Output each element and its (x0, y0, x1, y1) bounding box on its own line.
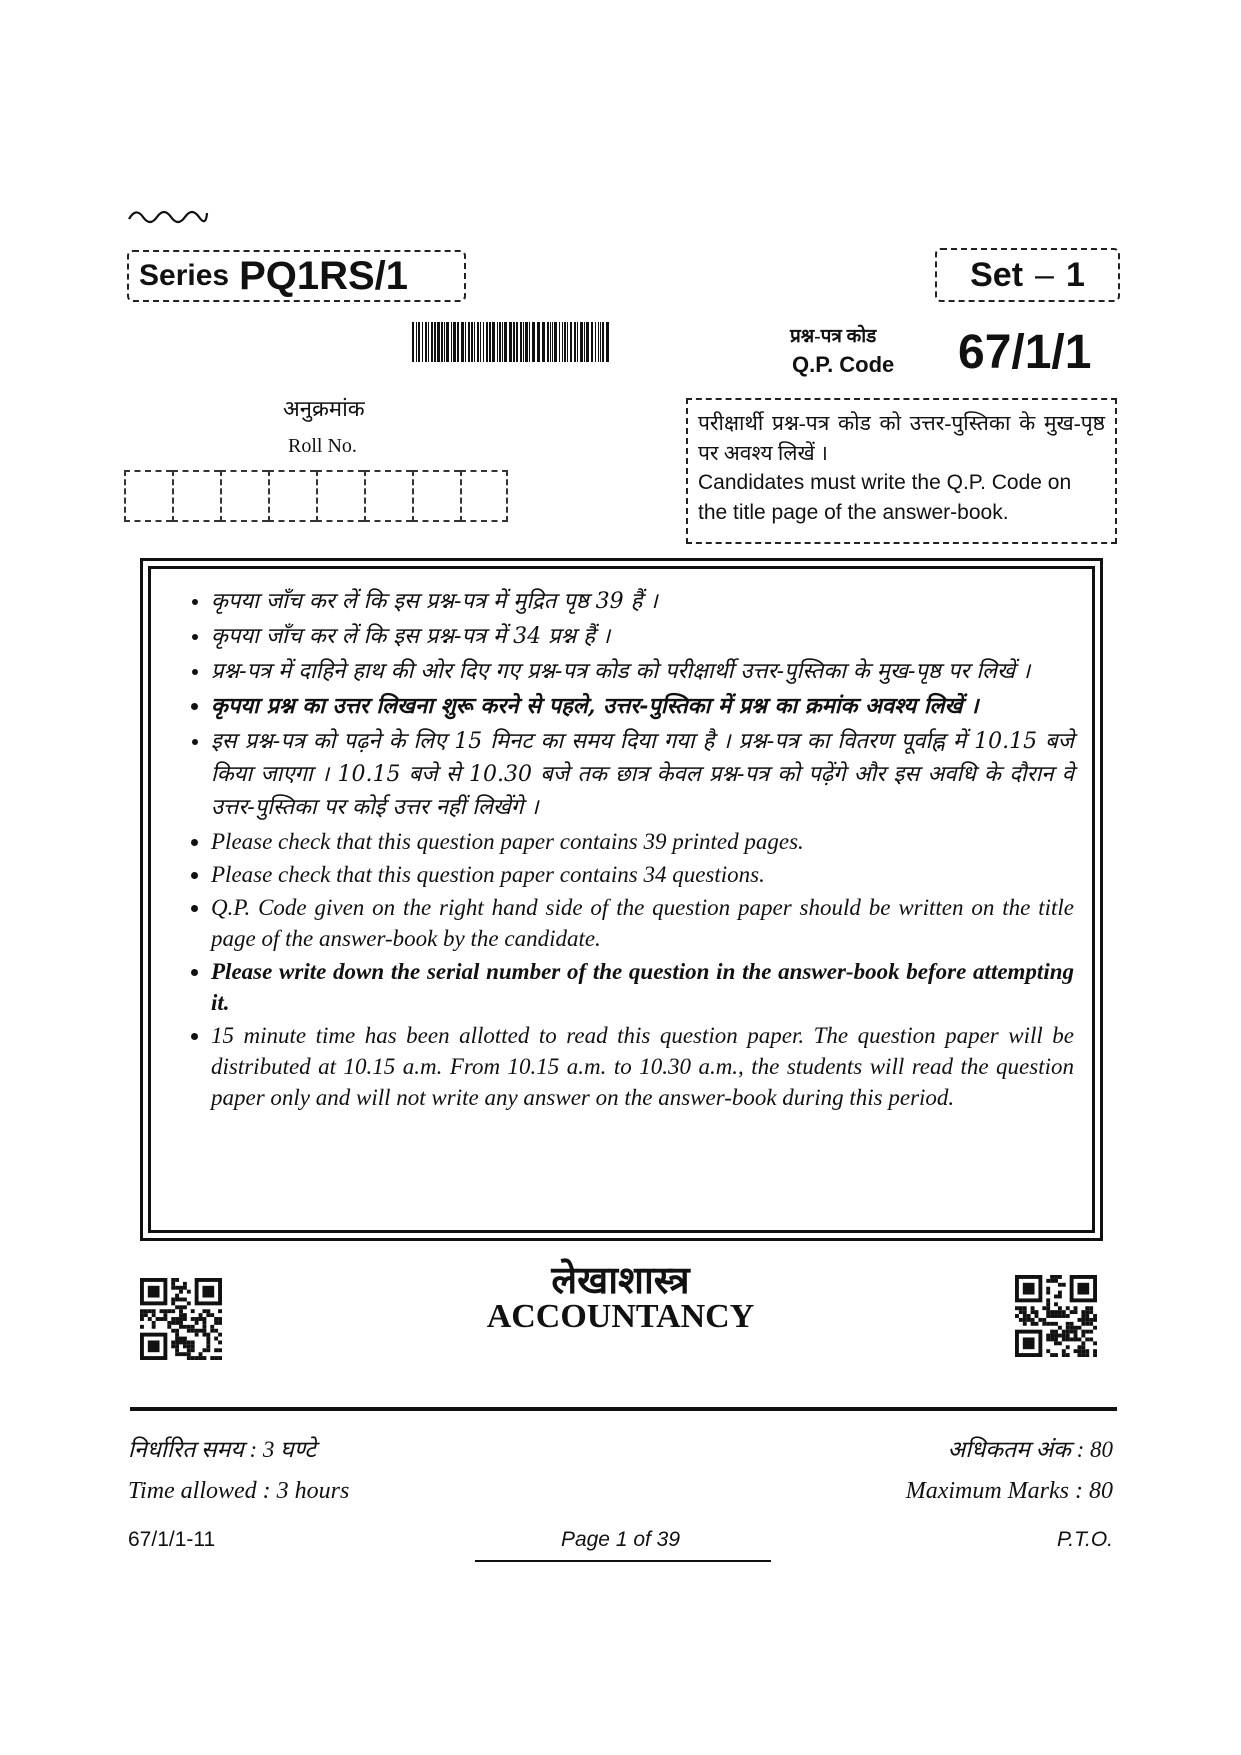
barcode-bar (434, 322, 436, 362)
footer-pto: P.T.O. (1056, 1528, 1113, 1551)
barcode-bar (570, 322, 572, 362)
qr-module (195, 1356, 199, 1360)
qr-module (175, 1344, 179, 1348)
roll-digit-box[interactable] (316, 470, 364, 522)
barcode-bar (451, 322, 452, 362)
barcode-bar (584, 322, 585, 362)
qr-module (1062, 1337, 1066, 1341)
qr-module (171, 1344, 175, 1348)
qr-module (1050, 1337, 1054, 1341)
barcode-bar (509, 322, 512, 362)
qr-module (1054, 1337, 1058, 1341)
instructions-inner (148, 566, 1095, 1233)
note-english: Candidates must write the Q.P. Code on the title page of the answer-book. (698, 471, 1072, 524)
barcode-bar (552, 322, 553, 362)
qr-module (1093, 1349, 1097, 1353)
instruction-item: • कृपया जाँच कर लें कि इस प्रश्न-पत्र में मुद्रित पृष्ठ 39 हैं । (211, 585, 1074, 618)
instruction-item: • कृपया प्रश्न का उत्तर लिखना शुरू करने से पहले, उत्तर-पुस्तिका में प्रश्न का क्रमांक अवश्य लिखें । (211, 690, 1074, 723)
barcode-bar (516, 322, 518, 362)
instruction-item: • Please write down the serial number of the question in the answer-book before attempting it. (211, 956, 1074, 1018)
barcode-bar (492, 322, 495, 362)
barcode-bar (513, 322, 515, 362)
max-marks-hindi: अधिकतम अंक : 80 (947, 1437, 1113, 1462)
barcode-bar (418, 322, 420, 362)
barcode-bar (431, 322, 433, 362)
qr-module (1054, 1341, 1058, 1345)
series-code: PQ1RS/1 (239, 253, 409, 298)
barcode-bar (595, 322, 596, 362)
barcode-bar (453, 322, 456, 362)
instructions-box (140, 558, 1103, 1241)
barcode-bar (416, 322, 417, 362)
barcode-bar (471, 322, 473, 362)
barcode-bar (523, 322, 524, 362)
qr-module (1077, 1337, 1081, 1341)
qp-code-label-hindi: प्रश्न-पत्र कोड (790, 326, 877, 347)
barcode-bar (502, 322, 503, 362)
barcode-bar (600, 322, 601, 362)
subject-title-hindi: लेखाशास्त्र (551, 1260, 690, 1302)
qr-finder (1023, 1337, 1035, 1349)
barcode-bar (525, 322, 528, 362)
qr-module (206, 1344, 210, 1348)
instruction-item: • 15 minute time has been allotted to read this question paper. The question paper will be distributed at 10.15 a.m. From 10.15 a.m. to 10.30 a.m., the students will read the question paper only and will not write any answer on the answer-book during this period. (211, 1020, 1074, 1113)
qr-module (202, 1348, 206, 1352)
qr-module (1077, 1345, 1081, 1349)
qr-module (1054, 1353, 1058, 1357)
set-label: Set (970, 255, 1024, 294)
barcode-bar (537, 322, 540, 362)
set-dash: – (1035, 255, 1054, 294)
qr-module (1062, 1353, 1066, 1357)
qr-module (1077, 1353, 1081, 1357)
footer-paper-code: 67/1/1-11 (128, 1528, 216, 1551)
barcode-bar (446, 322, 449, 362)
qr-module (187, 1352, 191, 1356)
barcode-bar (425, 322, 427, 362)
instruction-item: • Please check that this question paper contains 34 questions. (211, 859, 1074, 890)
barcode-bar (564, 322, 566, 362)
barcode-bar (412, 322, 414, 362)
series-box (127, 250, 466, 302)
qr-module (187, 1348, 191, 1352)
set-box (935, 248, 1120, 302)
barcode-bar (504, 322, 507, 362)
qr-module (1085, 1337, 1089, 1341)
qr-module (1081, 1341, 1085, 1345)
qr-module (206, 1348, 210, 1352)
barcode-bar (486, 322, 488, 362)
qr-module (1093, 1353, 1097, 1357)
roll-digit-box[interactable] (220, 470, 268, 522)
qr-module (187, 1344, 191, 1348)
barcode-bar (465, 322, 466, 362)
qr-module (175, 1337, 179, 1341)
barcode-bar (602, 322, 604, 362)
qr-module (1074, 1337, 1078, 1341)
barcode-bar (591, 322, 593, 362)
barcode-bar (468, 322, 470, 362)
barcode-bar (520, 322, 522, 362)
qr-module (1046, 1337, 1050, 1341)
roll-digit-box[interactable] (172, 470, 220, 522)
qr-module (1077, 1349, 1081, 1353)
qr-module (210, 1356, 214, 1360)
instruction-item: • प्रश्न-पत्र में दाहिने हाथ की ओर दिए गए प्रश्न-पत्र कोड को परीक्षार्थी उत्तर-पुस्तिका के मुख-पृष्ठ पर लिखें । (211, 655, 1074, 688)
qr-module (1081, 1353, 1085, 1357)
barcode-bar (497, 322, 498, 362)
series-label: Series (139, 259, 230, 292)
qr-module (218, 1348, 222, 1352)
qr-module (183, 1352, 187, 1356)
qr-module (175, 1348, 179, 1352)
instruction-item: • Q.P. Code given on the right hand side of the question paper should be written on the title page of the answer-book by the candidate. (211, 892, 1074, 954)
qr-module (214, 1348, 218, 1352)
footer-page-number: Page 1 of 39 (560, 1528, 681, 1551)
barcode-icon (412, 322, 612, 362)
barcode-bar (547, 322, 549, 362)
qr-module (171, 1340, 175, 1344)
qr-module (1066, 1345, 1070, 1349)
qr-module (1046, 1349, 1050, 1353)
barcode-bar (586, 322, 589, 362)
barcode-bar (562, 322, 563, 362)
qr-module (187, 1340, 191, 1344)
qp-code-label-english: Q.P. Code (792, 352, 895, 377)
qr-finder (148, 1340, 160, 1352)
qr-module (191, 1348, 195, 1352)
barcode-bar (477, 322, 479, 362)
barcode-bar (532, 322, 535, 362)
qr-module (202, 1356, 206, 1360)
roll-digit-box[interactable] (364, 470, 412, 522)
instructions-list (177, 585, 1074, 1113)
qr-module (1066, 1337, 1070, 1341)
qr-module (1066, 1353, 1070, 1357)
barcode-bar (559, 322, 560, 362)
max-marks-english: Maximum Marks : 80 (905, 1478, 1113, 1504)
footer-underline (475, 1560, 771, 1562)
roll-label-english: Roll No. (288, 435, 357, 457)
qr-module (187, 1356, 191, 1360)
qr-module (191, 1340, 195, 1344)
qr-module (183, 1344, 187, 1348)
roll-digit-box[interactable] (124, 470, 172, 522)
time-allowed-english: Time allowed : 3 hours (128, 1478, 350, 1504)
qr-module (1085, 1353, 1089, 1357)
barcode-bar (554, 322, 557, 362)
qr-module (199, 1352, 203, 1356)
qr-module (206, 1340, 210, 1344)
qr-module (191, 1344, 195, 1348)
roll-number-boxes[interactable] (124, 470, 508, 522)
qr-module (1050, 1353, 1054, 1357)
qr-module (1070, 1337, 1074, 1341)
qr-module (179, 1352, 183, 1356)
barcode-bar (441, 322, 443, 362)
qr-module (1058, 1341, 1062, 1345)
barcode-bar (444, 322, 445, 362)
barcode-bar (437, 322, 440, 362)
qr-module (214, 1337, 218, 1341)
barcode-bar (580, 322, 583, 362)
barcode-bar (457, 322, 459, 362)
instruction-item: • कृपया जाँच कर लें कि इस प्रश्न-पत्र में 34 प्रश्न हैं । (211, 620, 1074, 653)
barcode-bar (480, 322, 481, 362)
qr-module (206, 1337, 210, 1341)
roll-digit-box[interactable] (412, 470, 460, 522)
qr-module (179, 1340, 183, 1344)
qr-module (1093, 1341, 1097, 1345)
barcode-bar (428, 322, 429, 362)
barcode-bar (422, 322, 423, 362)
qr-module (1085, 1349, 1089, 1353)
qr-module (1089, 1337, 1093, 1341)
barcode-bar (489, 322, 491, 362)
qr-module (175, 1352, 179, 1356)
qr-module (199, 1356, 203, 1360)
barcode-bar (461, 322, 464, 362)
qr-module (175, 1340, 179, 1344)
qp-code-note-box (686, 398, 1117, 544)
qr-module (1062, 1349, 1066, 1353)
divider (130, 1407, 1117, 1411)
roll-digit-box[interactable] (268, 470, 316, 522)
set-number: 1 (1065, 255, 1085, 294)
qr-module (1081, 1349, 1085, 1353)
instruction-item: • Please check that this question paper contains 39 printed pages. (211, 826, 1074, 857)
barcode-bar (542, 322, 545, 362)
instruction-item: • इस प्रश्न-पत्र को पढ़ने के लिए 15 मिनट का समय दिया गया है । प्रश्न-पत्र का वितरण पूर्वाह्न में 10.15 बजे किया जाएगा । 10.15 बजे से 10.30 बजे तक छात्र केवल प्रश्न-पत्र को पढ़ेंगे और इस अवधि के दौरान वे उत्तर-पुस्तिका पर कोई उत्तर नहीं लिखेंगे । (211, 725, 1074, 824)
qr-module (183, 1340, 187, 1344)
barcode-bar (598, 322, 599, 362)
roll-label-hindi: अनुक्रमांक (283, 396, 365, 421)
barcode-bar (550, 322, 551, 362)
qr-module (214, 1356, 218, 1360)
qr-module (191, 1356, 195, 1360)
qr-module (1081, 1345, 1085, 1349)
time-allowed-hindi: निर्धारित समय : 3 घण्टे (128, 1437, 316, 1462)
barcode-bar (529, 322, 530, 362)
barcode-bar (574, 322, 576, 362)
barcode-bar (567, 322, 568, 362)
barcode-bar (577, 322, 578, 362)
note-hindi: परीक्षार्थी प्रश्न-पत्र कोड को उत्तर-पुस्तिका के मुख-पृष्ठ पर अवश्य लिखें । (698, 411, 1105, 465)
qp-code: 67/1/1 (958, 326, 1092, 379)
qr-module (179, 1337, 183, 1341)
decorative-wave-icon (127, 205, 209, 225)
barcode-bar (474, 322, 475, 362)
subject-title-english: ACCOUNTANCY (486, 1298, 755, 1335)
barcode-bar (483, 322, 484, 362)
qr-module (218, 1356, 222, 1360)
qr-module (1074, 1349, 1078, 1353)
roll-digit-box[interactable] (460, 470, 508, 522)
qr-module (183, 1337, 187, 1341)
qr-module (218, 1340, 222, 1344)
barcode-bar (499, 322, 501, 362)
barcode-bar (606, 322, 609, 362)
